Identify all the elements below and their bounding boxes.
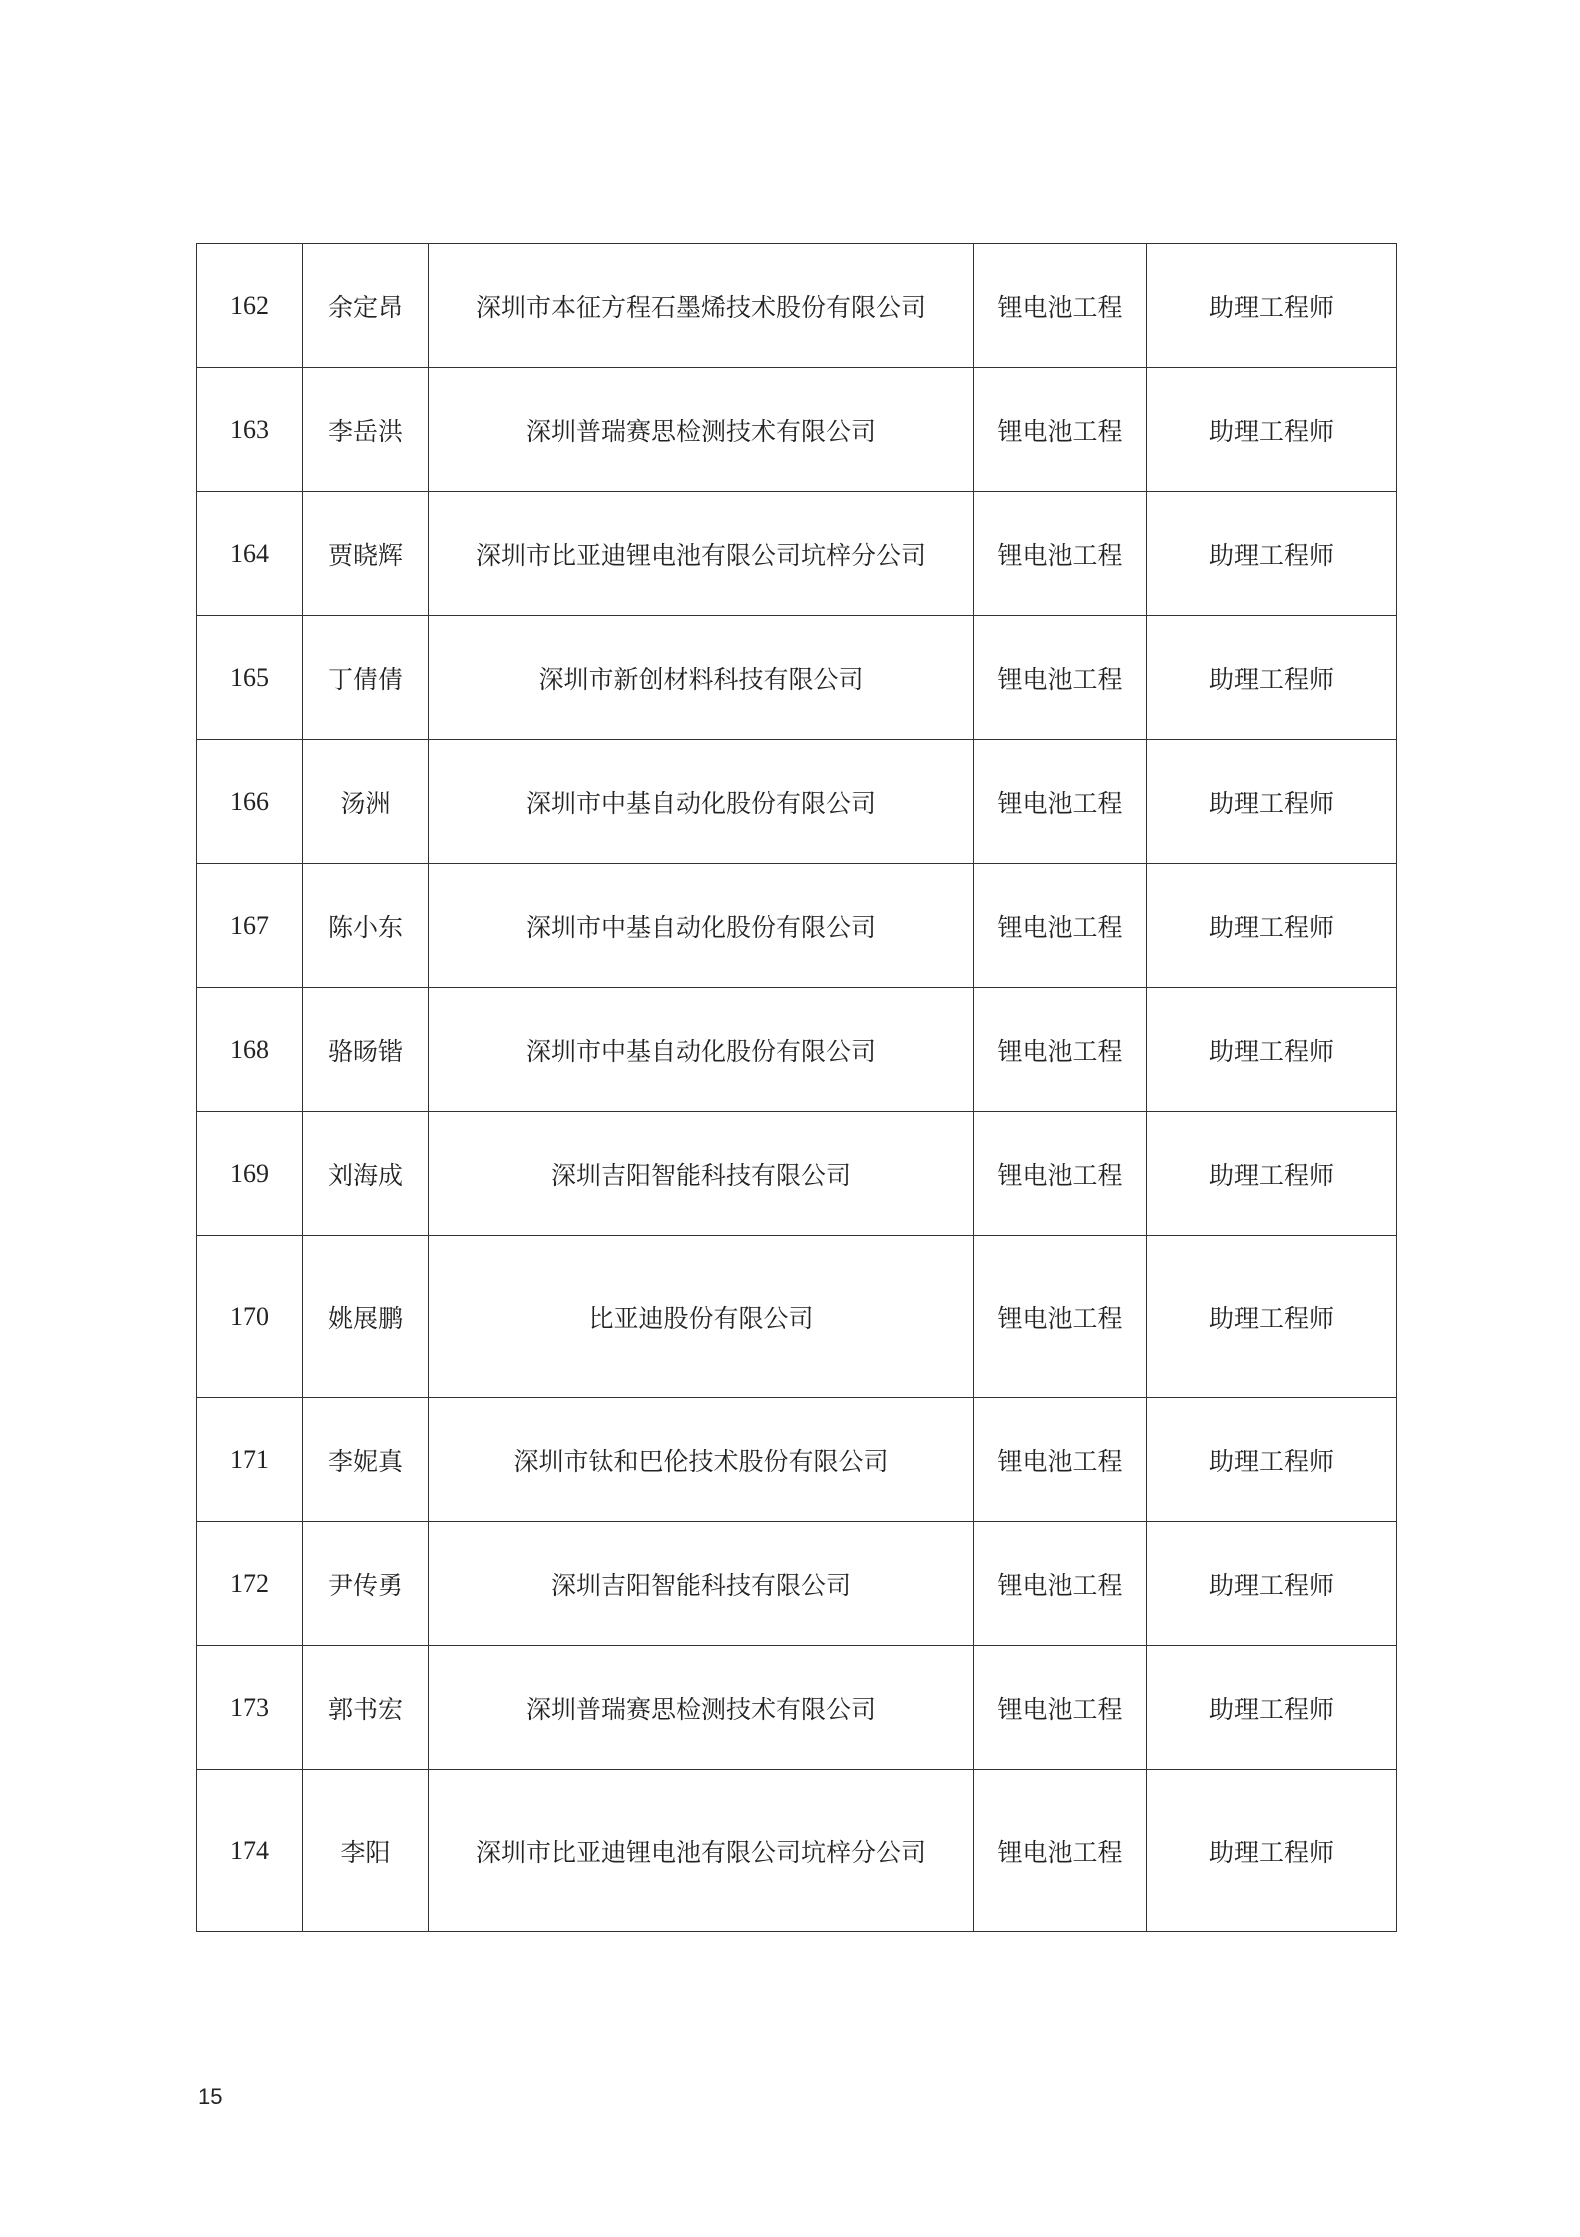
qualification: 助理工程师 <box>1147 1236 1397 1398</box>
company-name: 比亚迪股份有限公司 <box>429 1236 974 1398</box>
company-name: 深圳吉阳智能科技有限公司 <box>429 1112 974 1236</box>
table-row <box>197 1770 1397 1932</box>
row-number: 174 <box>197 1770 303 1932</box>
specialty: 锂电池工程 <box>974 368 1147 492</box>
qualification: 助理工程师 <box>1147 244 1397 368</box>
person-name: 郭书宏 <box>303 1646 429 1770</box>
specialty: 锂电池工程 <box>974 1770 1147 1932</box>
person-name: 李岳洪 <box>303 368 429 492</box>
qualification: 助理工程师 <box>1147 1646 1397 1770</box>
company-name: 深圳市钛和巴伦技术股份有限公司 <box>429 1398 974 1522</box>
specialty: 锂电池工程 <box>974 740 1147 864</box>
table-row <box>197 368 1397 492</box>
specialty: 锂电池工程 <box>974 1522 1147 1646</box>
row-number: 169 <box>197 1112 303 1236</box>
person-name: 李妮真 <box>303 1398 429 1522</box>
person-name: 尹传勇 <box>303 1522 429 1646</box>
person-name: 骆旸锴 <box>303 988 429 1112</box>
specialty: 锂电池工程 <box>974 244 1147 368</box>
qualification: 助理工程师 <box>1147 740 1397 864</box>
table-row <box>197 1522 1397 1646</box>
row-number: 168 <box>197 988 303 1112</box>
qualification: 助理工程师 <box>1147 492 1397 616</box>
specialty: 锂电池工程 <box>974 1646 1147 1770</box>
specialty: 锂电池工程 <box>974 864 1147 988</box>
row-number: 162 <box>197 244 303 368</box>
qualification: 助理工程师 <box>1147 616 1397 740</box>
table-row <box>197 864 1397 988</box>
company-name: 深圳吉阳智能科技有限公司 <box>429 1522 974 1646</box>
company-name: 深圳普瑞赛思检测技术有限公司 <box>429 368 974 492</box>
qualification: 助理工程师 <box>1147 1112 1397 1236</box>
person-name: 刘海成 <box>303 1112 429 1236</box>
table-row <box>197 1112 1397 1236</box>
company-name: 深圳市中基自动化股份有限公司 <box>429 740 974 864</box>
row-number: 163 <box>197 368 303 492</box>
company-name: 深圳市比亚迪锂电池有限公司坑梓分公司 <box>429 492 974 616</box>
specialty: 锂电池工程 <box>974 1236 1147 1398</box>
row-number: 170 <box>197 1236 303 1398</box>
person-name: 丁倩倩 <box>303 616 429 740</box>
qualification: 助理工程师 <box>1147 368 1397 492</box>
company-name: 深圳市新创材料科技有限公司 <box>429 616 974 740</box>
company-name: 深圳市中基自动化股份有限公司 <box>429 988 974 1112</box>
table-row <box>197 1646 1397 1770</box>
person-name: 李阳 <box>303 1770 429 1932</box>
company-name: 深圳普瑞赛思检测技术有限公司 <box>429 1646 974 1770</box>
roster-table <box>196 243 1397 1932</box>
company-name: 深圳市中基自动化股份有限公司 <box>429 864 974 988</box>
specialty: 锂电池工程 <box>974 492 1147 616</box>
table-row <box>197 1398 1397 1522</box>
specialty: 锂电池工程 <box>974 1112 1147 1236</box>
qualification: 助理工程师 <box>1147 1770 1397 1932</box>
table-row <box>197 1236 1397 1398</box>
person-name: 陈小东 <box>303 864 429 988</box>
table-row <box>197 740 1397 864</box>
specialty: 锂电池工程 <box>974 616 1147 740</box>
person-name: 贾晓辉 <box>303 492 429 616</box>
company-name: 深圳市比亚迪锂电池有限公司坑梓分公司 <box>429 1770 974 1932</box>
person-name: 余定昂 <box>303 244 429 368</box>
person-name: 姚展鹏 <box>303 1236 429 1398</box>
table-row <box>197 492 1397 616</box>
row-number: 172 <box>197 1522 303 1646</box>
company-name: 深圳市本征方程石墨烯技术股份有限公司 <box>429 244 974 368</box>
table-row <box>197 244 1397 368</box>
qualification: 助理工程师 <box>1147 1398 1397 1522</box>
page-number: 15 <box>198 2084 223 2109</box>
row-number: 167 <box>197 864 303 988</box>
person-name: 汤洲 <box>303 740 429 864</box>
qualification: 助理工程师 <box>1147 988 1397 1112</box>
specialty: 锂电池工程 <box>974 988 1147 1112</box>
row-number: 165 <box>197 616 303 740</box>
specialty: 锂电池工程 <box>974 1398 1147 1522</box>
roster-table-container <box>196 243 1396 1932</box>
row-number: 166 <box>197 740 303 864</box>
qualification: 助理工程师 <box>1147 1522 1397 1646</box>
table-row <box>197 988 1397 1112</box>
row-number: 171 <box>197 1398 303 1522</box>
row-number: 173 <box>197 1646 303 1770</box>
table-row <box>197 616 1397 740</box>
row-number: 164 <box>197 492 303 616</box>
qualification: 助理工程师 <box>1147 864 1397 988</box>
